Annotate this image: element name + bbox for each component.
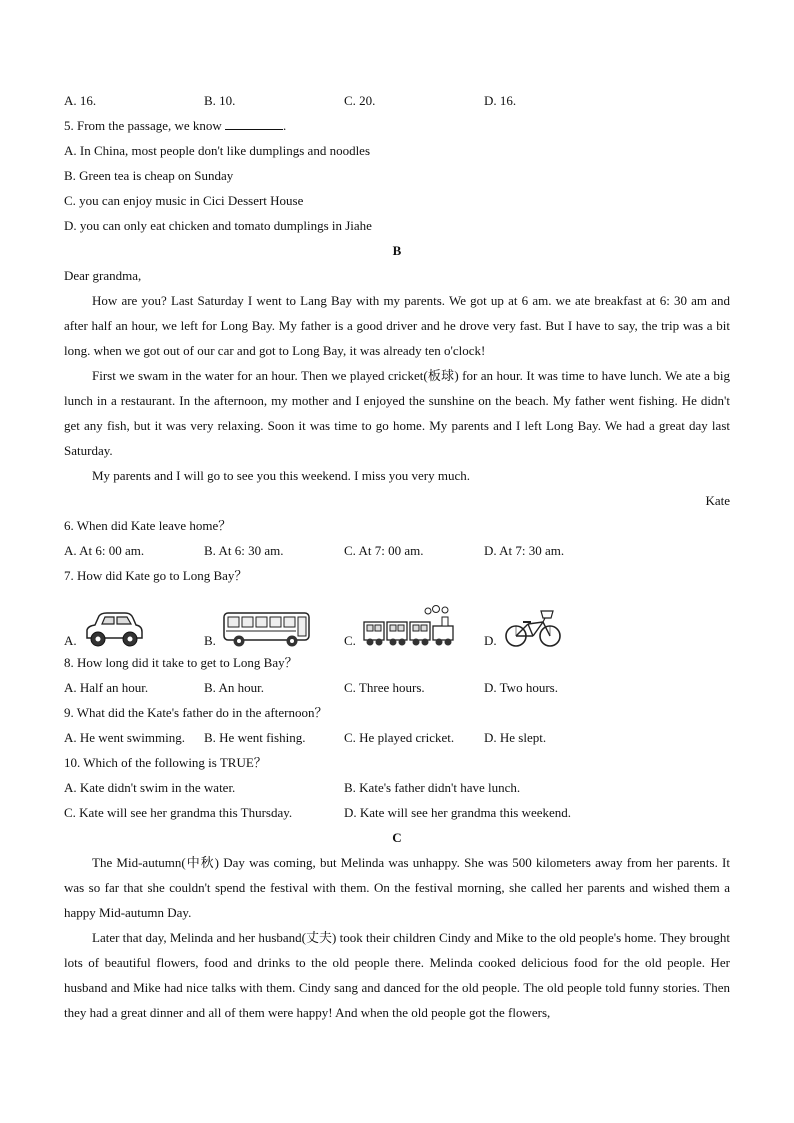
q8-stem: 8. How long did it take to get to Long Bay？ [64, 655, 298, 670]
q5-stem: 5. From the passage, we know . [64, 113, 730, 138]
q9-stem: 9. What did the Kate's father do in the afternoon？ [64, 705, 328, 720]
q7-option-c: C. [344, 604, 484, 650]
q9-option-c: C. He played cricket. [344, 730, 455, 745]
q6-option-c: C. At 7: 00 am. [344, 543, 424, 558]
q10-option-b: B. Kate's father didn't have lunch. [344, 780, 521, 795]
q10-options-row-1 [64, 775, 730, 800]
q10-options-row-2 [64, 800, 730, 825]
answer-blank [225, 115, 283, 130]
q7-option-b: B. [204, 610, 344, 650]
q6-stem: 6. When did Kate leave home？ [64, 518, 232, 533]
letter-salutation: Dear grandma, [64, 268, 142, 283]
q8-option-d: D. Two hours. [484, 680, 558, 695]
q6-option-d: D. At 7: 30 am. [484, 543, 565, 558]
section-c-heading: C [392, 830, 402, 845]
q10-stem: 10. Which of the following is TRUE？ [64, 755, 267, 770]
q9-option-d: D. He slept. [484, 730, 547, 745]
q9-options [64, 725, 730, 750]
q8-option-a: A. Half an hour. [64, 680, 149, 695]
q5-option-c: C. you can enjoy music in Cici Dessert House [64, 193, 304, 208]
q4-option-b: B. 10. [204, 93, 236, 108]
q5-option-a: A. In China, most people don't like dumplings and noodles [64, 143, 371, 158]
q10-option-d: D. Kate will see her grandma this weekend. [344, 805, 572, 820]
q8-option-b: B. An hour. [204, 680, 264, 695]
q9-option-a: A. He went swimming. [64, 730, 185, 745]
letter-paragraph-1: How are you? Last Saturday I went to Lang Bay with my parents. We got up at 6 am. we ate breakfast at 6: 30 am and after half an hour, we left for Long Bay. My father is a good driver and he drove very fast. But I have to say, the trip was a bit long. when we got out of our car and got to Long Bay, it was already ten o'clock! [64, 293, 730, 358]
exam-page [64, 88, 730, 1025]
q4-option-d: D. 16. [484, 93, 517, 108]
letter-paragraph-3: My parents and I will go to see you this weekend. I miss you very much. [92, 468, 471, 483]
letter-paragraph-2: First we swam in the water for an hour. Then we played cricket(板球) for an hour. It was time to have lunch. We ate a big lunch in a restaurant. In the afternoon, my mother and I enjoyed the sunshine on the beach. My father went fishing. He didn't get any fish, but it was very relaxing. Soon it was time to go home. My parents and I left Long Bay. We had a great day last Saturday. [64, 368, 730, 458]
q7-picture-options [64, 588, 730, 650]
story-paragraph-2: Later that day, Melinda and her husband(丈夫) took their children Cindy and Mike to the old people's home. They brought lots of beautiful flowers, food and drinks to the old people there. Melinda cooked delicious food for the old people. Her husband and Mike had nice talks with them. Cindy sang and danced for the old people. The old people told funny stories. Then they had a great dinner and all of them were happy! And when the old people got the flowers, [64, 930, 730, 1020]
q5-option-b: B. Green tea is cheap on Sunday [64, 168, 234, 183]
q4-option-c: C. 20. [344, 93, 376, 108]
q7-option-a: A. [64, 608, 204, 650]
section-b-heading: B [392, 243, 402, 258]
q6-option-a: A. At 6: 00 am. [64, 543, 145, 558]
q5-option-d: D. you can only eat chicken and tomato dumplings in Jiahe [64, 218, 372, 233]
q6-option-b: B. At 6: 30 am. [204, 543, 284, 558]
q6-options [64, 538, 730, 563]
car-icon [83, 608, 145, 650]
letter-signature: Kate [705, 493, 730, 508]
bicycle-icon [503, 608, 563, 650]
q9-option-b: B. He went fishing. [204, 730, 306, 745]
q4-options [64, 88, 730, 113]
q8-option-c: C. Three hours. [344, 680, 425, 695]
q8-options [64, 675, 730, 700]
train-icon [362, 604, 458, 650]
q10-option-a: A. Kate didn't swim in the water. [64, 780, 236, 795]
q4-option-a: A. 16. [64, 93, 97, 108]
q7-stem: 7. How did Kate go to Long Bay？ [64, 568, 248, 583]
story-paragraph-1: The Mid-autumn(中秋) Day was coming, but Melinda was unhappy. She was 500 kilometers away from her parents. It was so far that she couldn't spend the festival with them. On the festival morning, she called her parents and wished them a happy Mid-autumn Day. [64, 855, 730, 920]
q10-option-c: C. Kate will see her grandma this Thursday. [64, 805, 293, 820]
q7-option-d: D. [484, 608, 624, 650]
bus-icon [222, 610, 312, 650]
